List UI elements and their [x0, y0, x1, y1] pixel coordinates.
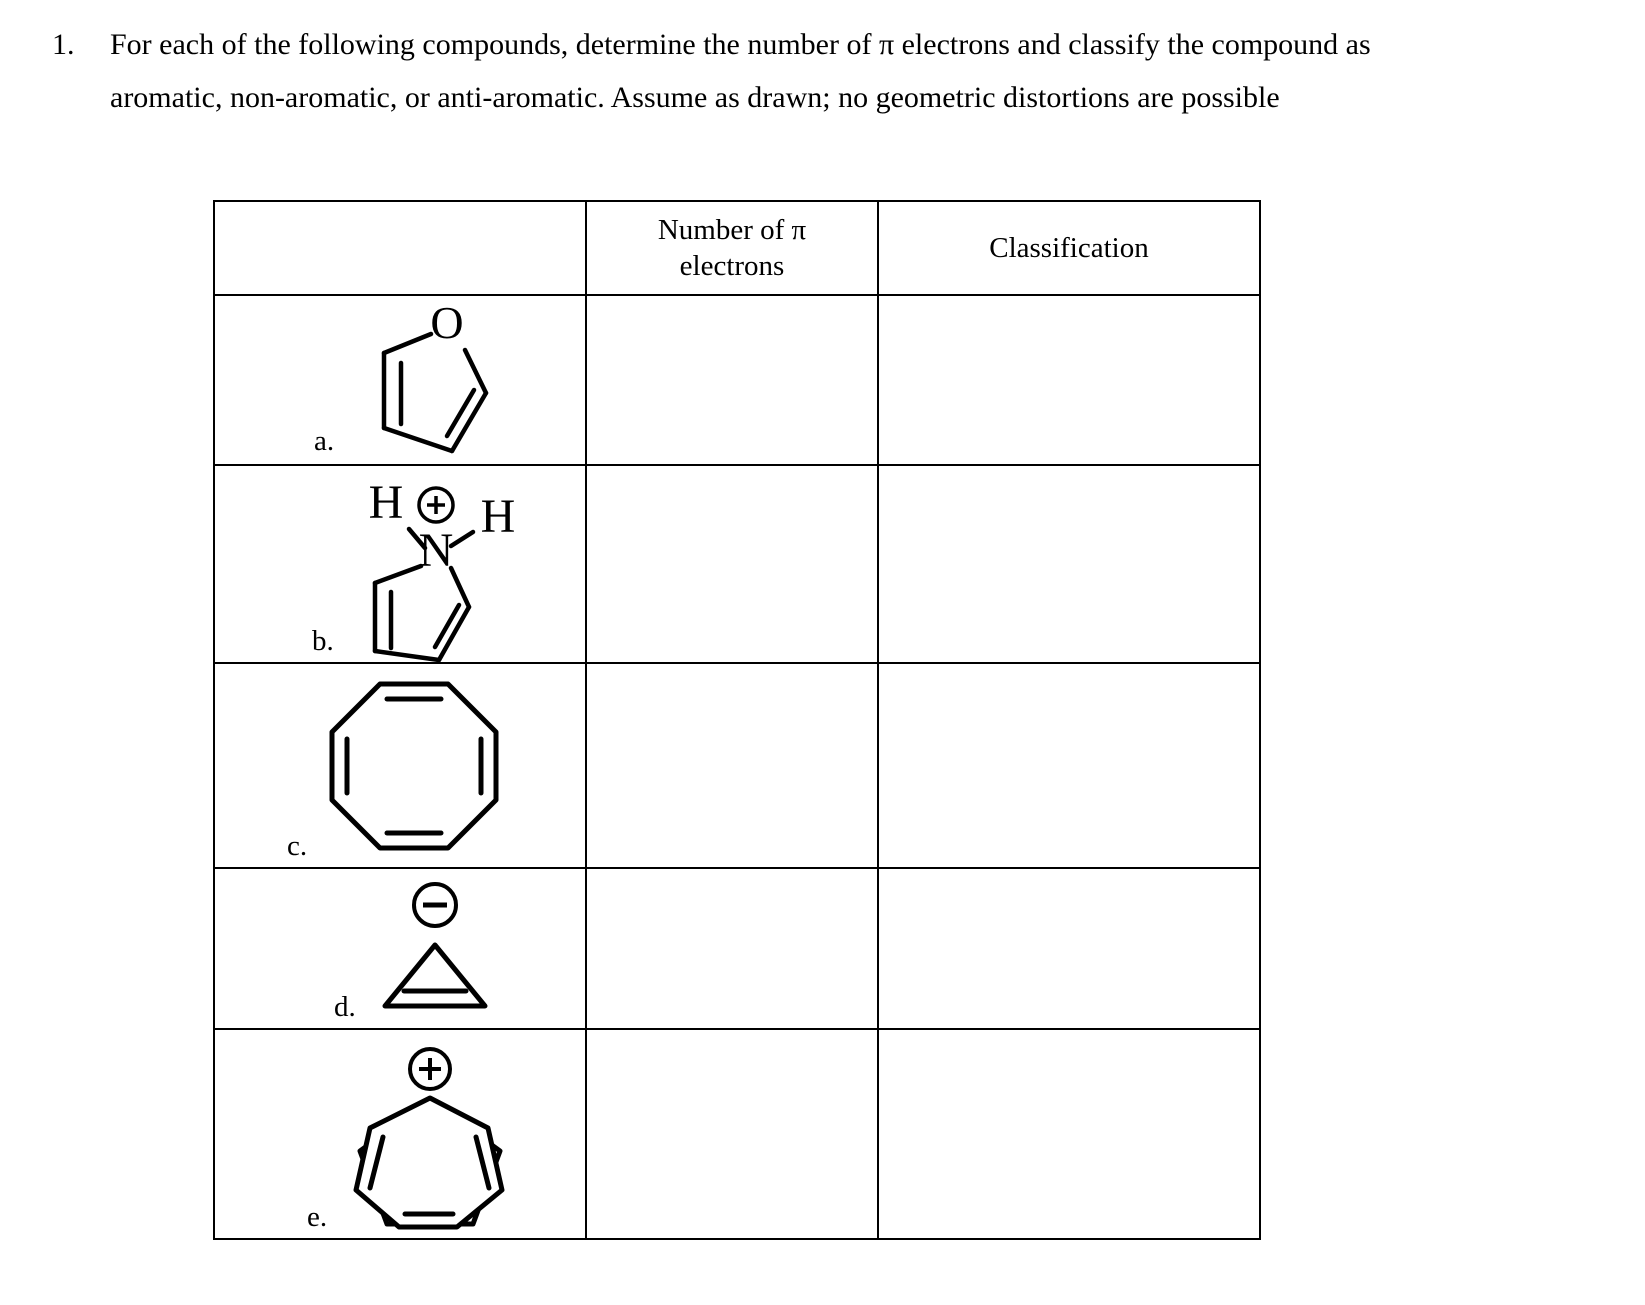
row-letter-a: a. [314, 425, 335, 457]
row-letter-b: b. [312, 625, 334, 657]
aromaticity-table [213, 200, 1261, 1240]
header-pi-line1: Number of π [657, 214, 807, 246]
question-text: For each of the following compounds, determine the number of π electrons and classify the compound as aromatic, non-aromatic, or anti-aromatic. Assume as drawn; no geometric distortions are possible [110, 28, 1379, 114]
tropylium-structure [337, 1038, 537, 1230]
pi-electrons-cell-a[interactable] [586, 295, 878, 465]
structure-cell-a [214, 295, 586, 465]
structure-cell-d [214, 868, 586, 1029]
header-classification [878, 201, 1260, 295]
header-structure-blank [214, 201, 586, 295]
hydrogen-label-right: H [480, 490, 516, 543]
question-block [52, 18, 1472, 124]
structure-cell-b [214, 465, 586, 663]
row-letter-d: d. [334, 991, 356, 1023]
positive-charge-symbol [419, 488, 453, 522]
header-structure-label [215, 244, 585, 252]
negative-charge-symbol [414, 884, 456, 926]
header-pi-line2: electrons [679, 250, 785, 282]
header-pi-electrons-text [587, 208, 877, 288]
table-row [214, 868, 1260, 1029]
row-letter-e: e. [307, 1201, 328, 1233]
atom-label-nitrogen: N [418, 524, 454, 577]
table-row [214, 663, 1260, 868]
cyclopropenyl-anion-structure [373, 879, 503, 1019]
pi-electrons-cell-e[interactable] [586, 1029, 878, 1239]
pi-electrons-cell-b[interactable] [586, 465, 878, 663]
pi-electrons-cell-d[interactable] [586, 868, 878, 1029]
header-classification-label: Classification [989, 232, 1149, 264]
classification-cell-d[interactable] [878, 868, 1260, 1029]
row-letter-c: c. [287, 830, 308, 862]
classification-cell-e[interactable] [878, 1029, 1260, 1239]
furan-structure [343, 297, 543, 461]
header-pi-electrons [586, 201, 878, 295]
table-header-row [214, 201, 1260, 295]
classification-cell-b[interactable] [878, 465, 1260, 663]
classification-cell-a[interactable] [878, 295, 1260, 465]
structure-cell-c [214, 663, 586, 868]
classification-cell-c[interactable] [878, 663, 1260, 868]
question-number: 1. [52, 28, 75, 61]
table-row [214, 465, 1260, 663]
structure-cell-e [214, 1029, 586, 1239]
positive-charge-symbol [410, 1049, 450, 1089]
hydrogen-label-left: H [368, 476, 404, 529]
table-row [214, 1029, 1260, 1239]
pi-electrons-cell-c[interactable] [586, 663, 878, 868]
pyrrolium-structure [343, 474, 553, 660]
atom-label-oxygen: O [430, 297, 464, 348]
cyclooctatetraene-structure [325, 676, 525, 856]
table-row [214, 295, 1260, 465]
